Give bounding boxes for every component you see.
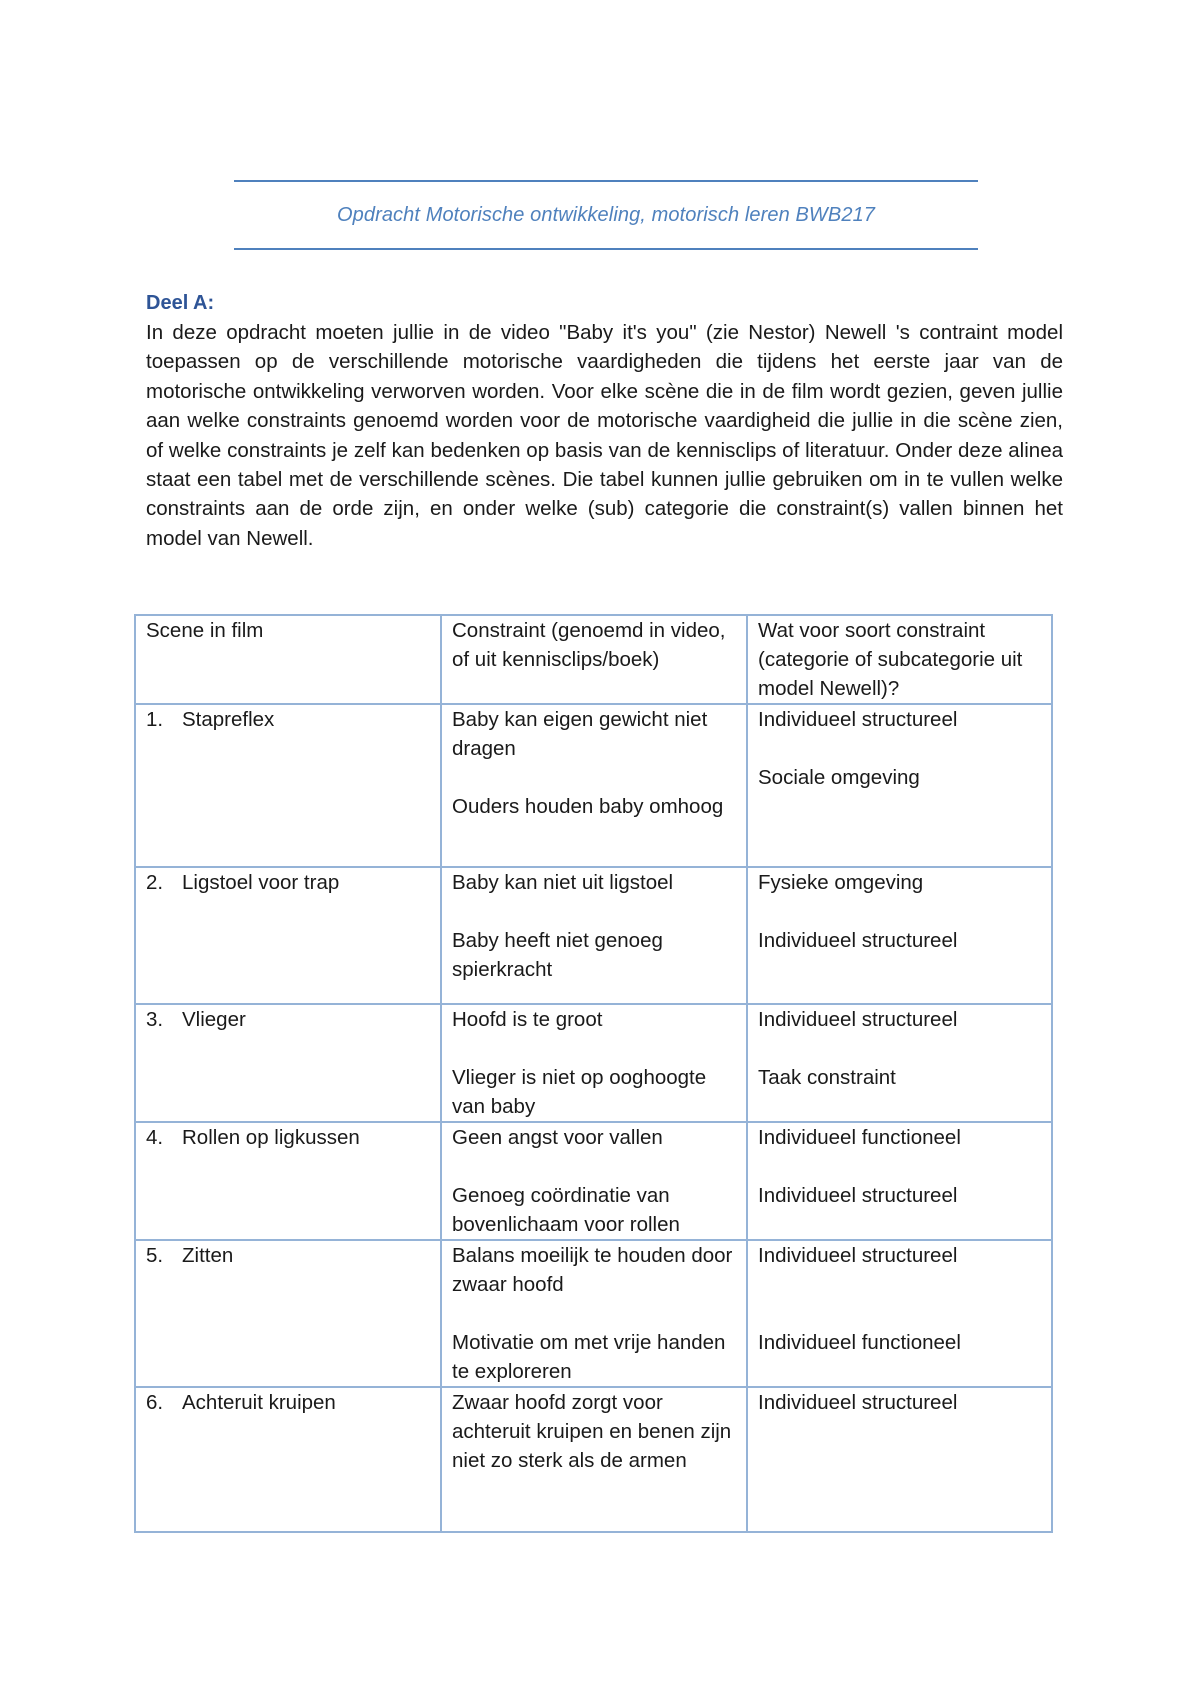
constraint-cell <box>441 867 747 1004</box>
scene-cell <box>135 1387 441 1532</box>
scene-number: 6. <box>146 1391 164 1414</box>
scene-name: Rollen op ligkussen <box>182 1126 360 1149</box>
constraint-b: Vlieger is niet op ooghoogte van baby <box>452 1066 707 1118</box>
type-a: Fysieke omgeving <box>758 871 924 894</box>
type-a: Individueel structureel <box>758 1244 958 1267</box>
type-cell <box>747 1122 1052 1240</box>
scene-number: 3. <box>146 1008 164 1031</box>
scene-name: Vlieger <box>182 1008 246 1031</box>
scene-number: 1. <box>146 708 164 731</box>
header-constraint: Constraint (genoemd in video, of uit kennisclips/boek) <box>441 615 747 704</box>
constraint-b: Ouders houden baby omhoog <box>452 795 724 818</box>
section-heading: Deel A: <box>146 292 215 314</box>
type-b: Sociale omgeving <box>758 766 920 789</box>
scene-cell <box>135 1122 441 1240</box>
type-b: Individueel structureel <box>758 929 958 952</box>
constraint-a: Balans moeilijk te houden door zwaar hoofd <box>452 1244 733 1296</box>
header-scene: Scene in film <box>135 615 441 704</box>
constraint-b: Baby heeft niet genoeg spierkracht <box>452 929 663 981</box>
type-cell <box>747 867 1052 1004</box>
type-cell <box>747 1240 1052 1387</box>
scene-cell <box>135 1240 441 1387</box>
scene-cell <box>135 867 441 1004</box>
type-a: Individueel structureel <box>758 1391 958 1414</box>
table-header-row <box>135 615 1052 704</box>
constraint-a: Zwaar hoofd zorgt voor achteruit kruipen en benen zijn niet zo sterk als de armen <box>452 1391 732 1472</box>
type-a: Individueel functioneel <box>758 1126 961 1149</box>
scene-number: 2. <box>146 871 164 894</box>
type-b: Individueel structureel <box>758 1184 958 1207</box>
type-b: Individueel functioneel <box>758 1331 961 1354</box>
constraint-a: Hoofd is te groot <box>452 1008 603 1031</box>
constraint-a: Baby kan niet uit ligstoel <box>452 871 674 894</box>
table-row <box>135 1122 1052 1240</box>
table-row <box>135 1004 1052 1122</box>
scenes-table <box>134 614 1053 1533</box>
type-b: Taak constraint <box>758 1066 896 1089</box>
intro-paragraph: In deze opdracht moeten jullie in de video "Baby it's you" (zie Nestor) Newell 's contraint model toepassen op de verschillende motorische vaardigheden die tijdens het eerste jaar van de motorische ontwikkeling verworven worden. Voor elke scène die in de film wordt gezien, geven jullie aan welke constraints genoemd worden voor de motorische vaardigheid die jullie in die scène zien, of welke constraints je zelf kan bedenken op basis van de kennisclips of literatuur. Onder deze alinea staat een tabel met de verschillende scènes. Die tabel kunnen jullie gebruiken om in te vullen welke constraints aan de orde zijn, en onder welke (sub) categorie die constraint(s) vallen binnen het model van Newell. <box>146 321 1063 550</box>
constraint-a: Baby kan eigen gewicht niet dragen <box>452 708 708 760</box>
type-a: Individueel structureel <box>758 708 958 731</box>
constraint-cell <box>441 1004 747 1122</box>
constraint-cell <box>441 704 747 867</box>
type-cell <box>747 1387 1052 1532</box>
constraint-b: Genoeg coördinatie van bovenlichaam voor rollen <box>452 1184 680 1236</box>
scene-cell <box>135 704 441 867</box>
document-title: Opdracht Motorische ontwikkeling, motorisch leren BWB217 <box>336 203 876 226</box>
constraint-cell <box>441 1387 747 1532</box>
scene-number: 5. <box>146 1244 164 1267</box>
type-cell <box>747 1004 1052 1122</box>
table-row <box>135 1387 1052 1532</box>
table-row <box>135 1240 1052 1387</box>
scene-name: Stapreflex <box>182 708 275 731</box>
scene-name: Ligstoel voor trap <box>182 871 340 894</box>
constraint-cell <box>441 1240 747 1387</box>
table-row <box>135 704 1052 867</box>
scene-name: Zitten <box>182 1244 234 1267</box>
header-type: Wat voor soort constraint (categorie of subcategorie uit model Newell)? <box>747 615 1052 704</box>
scene-number: 4. <box>146 1126 164 1149</box>
title-block <box>234 180 978 250</box>
constraint-a: Geen angst voor vallen <box>452 1126 663 1149</box>
scene-cell <box>135 1004 441 1122</box>
type-a: Individueel structureel <box>758 1008 958 1031</box>
scene-name: Achteruit kruipen <box>182 1391 336 1414</box>
type-cell <box>747 704 1052 867</box>
table-row <box>135 867 1052 1004</box>
constraint-b: Motivatie om met vrije handen te exploreren <box>452 1331 726 1383</box>
constraint-cell <box>441 1122 747 1240</box>
